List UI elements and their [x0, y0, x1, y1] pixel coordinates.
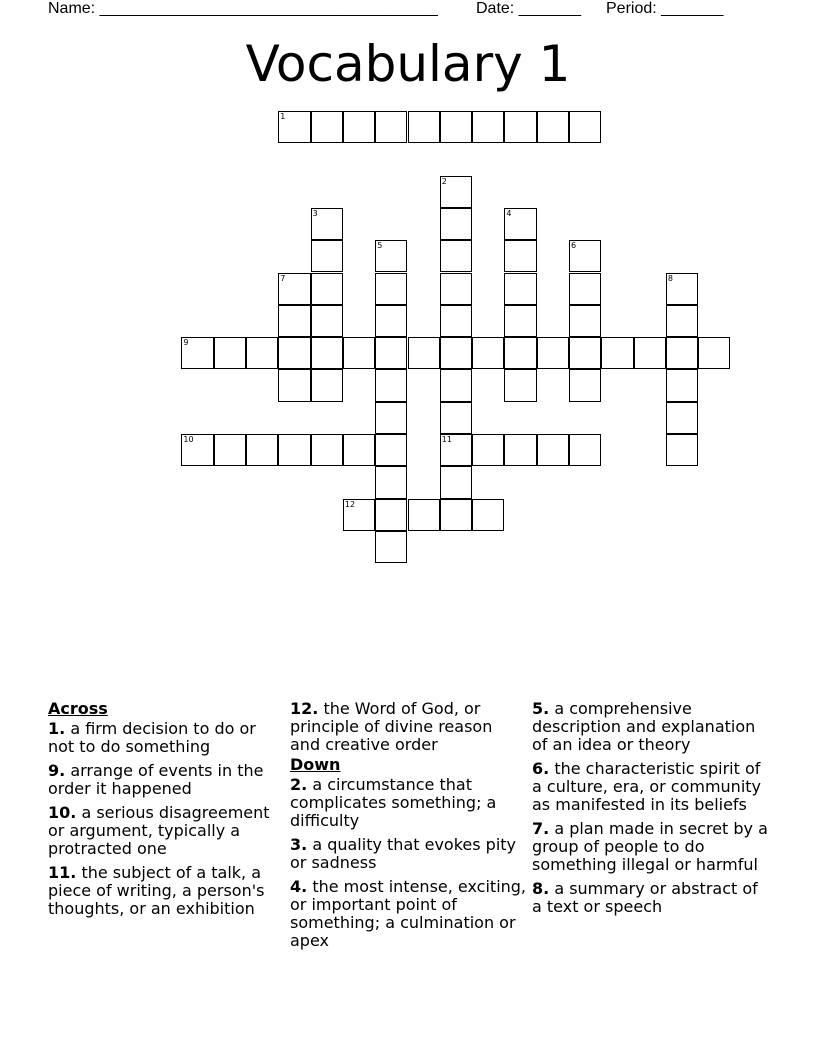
crossword-cell[interactable]	[504, 305, 536, 337]
crossword-cell[interactable]	[246, 337, 278, 369]
crossword-cell[interactable]	[278, 273, 310, 305]
down-heading: Down	[290, 755, 341, 774]
clue-number: 10	[183, 435, 194, 444]
crossword-cell[interactable]	[278, 369, 310, 401]
down-clue-4: 4. the most intense, exciting, or important point of something; a culmination or apex	[290, 877, 527, 950]
crossword-cell[interactable]	[343, 337, 375, 369]
crossword-cell[interactable]	[472, 111, 504, 143]
crossword-cell[interactable]	[440, 240, 472, 272]
clue-number: 6	[571, 241, 577, 251]
clue-number: 3	[312, 208, 318, 218]
down-clue-8: 8. a summary or abstract of a text or speech	[532, 879, 758, 916]
crossword-cell[interactable]	[472, 337, 504, 369]
crossword-cell[interactable]	[504, 337, 536, 369]
across-clue-11: 11. the subject of a talk, a piece of writing, a person's thoughts, or an exhibition	[48, 863, 265, 918]
crossword-cell[interactable]	[181, 337, 213, 369]
crossword-cell[interactable]	[537, 434, 569, 466]
crossword-cell[interactable]	[311, 111, 343, 143]
crossword-cell[interactable]	[569, 434, 601, 466]
crossword-cell[interactable]	[278, 434, 310, 466]
crossword-cell[interactable]	[311, 240, 343, 272]
crossword-cell[interactable]	[214, 434, 246, 466]
crossword-cell[interactable]	[569, 111, 601, 143]
down-clue-2: 2. a circumstance that complicates something; a difficulty	[290, 775, 497, 830]
crossword-cell[interactable]	[375, 240, 407, 272]
crossword-cell[interactable]	[440, 337, 472, 369]
crossword-cell[interactable]	[246, 434, 278, 466]
down-clue-3: 3. a quality that evokes pity or sadness	[290, 835, 517, 872]
down-clue-5: 5. a comprehensive description and explanation of an idea or theory	[532, 699, 756, 754]
crossword-cell[interactable]	[504, 369, 536, 401]
crossword-cell[interactable]	[375, 273, 407, 305]
crossword-cell[interactable]	[408, 111, 440, 143]
crossword-cell[interactable]	[214, 337, 246, 369]
crossword-cell[interactable]	[440, 369, 472, 401]
crossword-cell[interactable]	[472, 434, 504, 466]
crossword-cell[interactable]	[343, 111, 375, 143]
crossword-cell[interactable]	[375, 402, 407, 434]
crossword-cell[interactable]	[504, 111, 536, 143]
date-field[interactable]: Date: _______	[476, 0, 581, 17]
across-clue-1: 1. a firm decision to do or not to do something	[48, 719, 256, 756]
crossword-cell[interactable]	[278, 337, 310, 369]
clues-column-1	[48, 700, 284, 924]
crossword-cell[interactable]	[440, 499, 472, 531]
across-clue-12: 12. the Word of God, or principle of divine reason and creative order	[290, 699, 493, 754]
clues-column-3	[532, 700, 772, 922]
across-heading: Across	[48, 699, 108, 718]
crossword-cell[interactable]	[634, 337, 666, 369]
crossword-cell[interactable]	[343, 499, 375, 531]
crossword-cell[interactable]	[440, 402, 472, 434]
name-field[interactable]: Name: ______________________________________	[48, 0, 438, 17]
crossword-cell[interactable]	[343, 434, 375, 466]
crossword-cell[interactable]	[440, 434, 472, 466]
crossword-cell[interactable]	[537, 337, 569, 369]
across-clue-10: 10. a serious disagreement or argument, typically a protracted one	[48, 803, 270, 858]
crossword-cell[interactable]	[569, 305, 601, 337]
clue-number: 2	[441, 176, 447, 186]
page-title: Vocabulary 1	[245, 35, 571, 93]
crossword-cell[interactable]	[440, 466, 472, 498]
clue-number: 1	[280, 112, 286, 121]
crossword-cell[interactable]	[569, 273, 601, 305]
across-clue-9: 9. arrange of events in the order it happened	[48, 761, 264, 798]
crossword-cell[interactable]	[375, 305, 407, 337]
period-field[interactable]: Period: _______	[606, 0, 724, 17]
crossword-cell[interactable]	[311, 434, 343, 466]
clue-number: 12	[344, 499, 356, 509]
crossword-cell[interactable]	[408, 499, 440, 531]
crossword-cell[interactable]	[181, 434, 213, 466]
crossword-cell[interactable]	[408, 337, 440, 369]
clue-number: 7	[280, 273, 286, 283]
crossword-cell[interactable]	[569, 337, 601, 369]
crossword-cell[interactable]	[504, 434, 536, 466]
crossword-cell[interactable]	[666, 434, 698, 466]
crossword-cell[interactable]	[311, 208, 343, 240]
crossword-cell[interactable]	[504, 273, 536, 305]
crossword-cell[interactable]	[311, 337, 343, 369]
crossword-cell[interactable]	[278, 111, 310, 143]
crossword-cell[interactable]	[472, 499, 504, 531]
crossword-cell[interactable]	[666, 273, 698, 305]
crossword-cell[interactable]	[375, 531, 407, 563]
clue-number: 9	[183, 338, 189, 348]
crossword-cell[interactable]	[569, 369, 601, 401]
down-clue-6: 6. the characteristic spirit of a culture, era, or community as manifested in its beliefs	[532, 759, 762, 814]
crossword-cell[interactable]	[311, 369, 343, 401]
crossword-cell[interactable]	[601, 337, 633, 369]
crossword-cell[interactable]	[375, 369, 407, 401]
crossword-cell[interactable]	[504, 240, 536, 272]
crossword-cell[interactable]	[440, 305, 472, 337]
crossword-cell[interactable]	[375, 466, 407, 498]
crossword-cell[interactable]	[666, 402, 698, 434]
clue-number: 8	[667, 273, 673, 283]
crossword-cell[interactable]	[666, 337, 698, 369]
crossword-cell[interactable]	[666, 305, 698, 337]
crossword-cell[interactable]	[375, 337, 407, 369]
crossword-cell[interactable]	[311, 273, 343, 305]
crossword-cell[interactable]	[440, 208, 472, 240]
clue-number: 11	[441, 435, 452, 444]
crossword-cell[interactable]	[698, 337, 730, 369]
crossword-cell[interactable]	[311, 305, 343, 337]
crossword-cell[interactable]	[666, 369, 698, 401]
crossword-cell[interactable]	[440, 176, 472, 208]
crossword-cell[interactable]	[375, 499, 407, 531]
crossword-cell[interactable]	[375, 434, 407, 466]
crossword-cell[interactable]	[440, 273, 472, 305]
clues-column-2	[290, 700, 526, 956]
down-clue-7: 7. a plan made in secret by a group of people to do something illegal or harmful	[532, 819, 768, 874]
crossword-cell[interactable]	[375, 111, 407, 143]
crossword-cell[interactable]	[504, 208, 536, 240]
clue-number: 4	[506, 208, 512, 218]
crossword-cell[interactable]	[569, 240, 601, 272]
crossword-cell[interactable]	[278, 305, 310, 337]
crossword-cell[interactable]	[440, 111, 472, 143]
crossword-cell[interactable]	[537, 111, 569, 143]
clue-number: 5	[377, 241, 383, 251]
